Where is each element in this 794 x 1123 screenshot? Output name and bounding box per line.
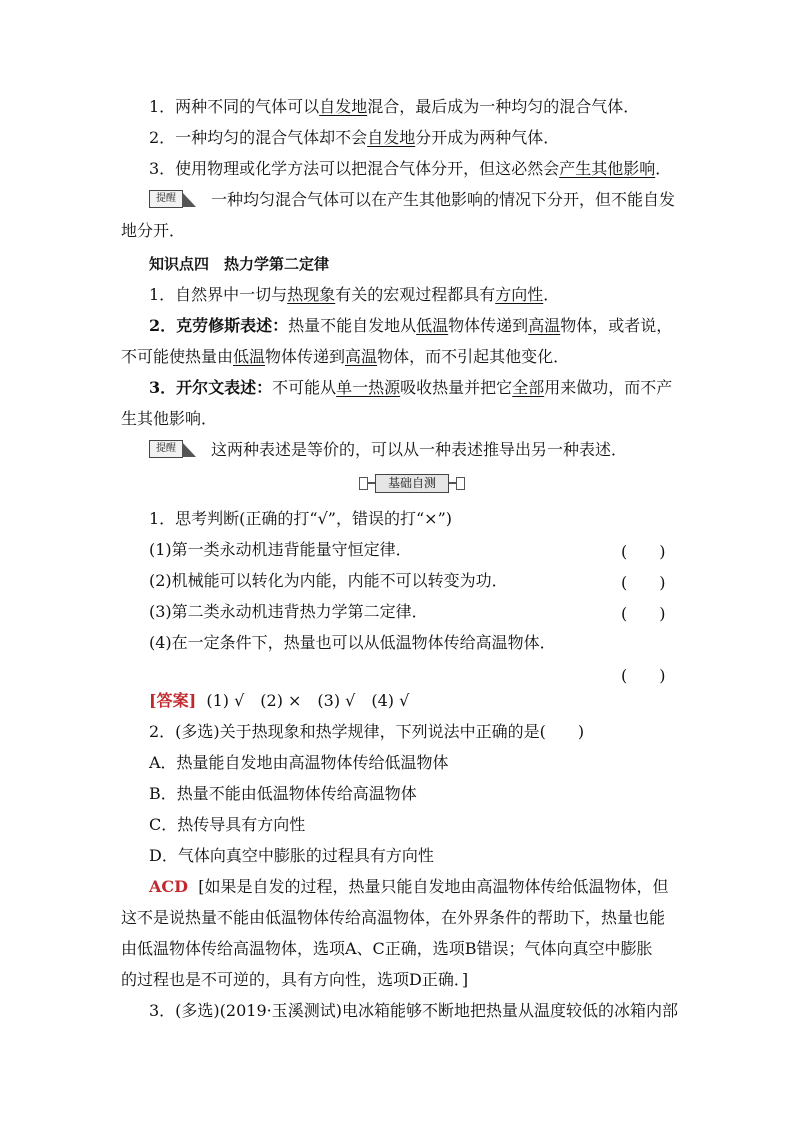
mixing-point-2: 2．一种均匀的混合气体却不会自发地分开成为两种气体． xyxy=(149,128,560,147)
judgment-item-2: (2)机械能可以转化为内能，内能不可以转变为功． xyxy=(149,571,508,590)
clausius-statement: 2．克劳修斯表述：热量不能自发地从低温物体传递到高温物体，或者说， xyxy=(149,316,673,335)
tip-note-1: 提醒 一种均匀混合气体可以在产生其他影响的情况下分开，但不能自发 xyxy=(149,189,676,211)
question-3-stem: 3．(多选)(2019·玉溪测试)电冰箱能够不断地把热量从温度较低的冰箱内部 xyxy=(149,1001,678,1020)
explanation-line-4: 的过程也是不可逆的，具有方向性，选项D正确．] xyxy=(121,970,469,989)
answer-key: ACD xyxy=(149,877,189,896)
judgment-item-1: (1)第一类永动机违背能量守恒定律． xyxy=(149,540,412,559)
section-heading: 知识点四 热力学第二定律 xyxy=(149,255,330,273)
option-a: A．热量能自发地由高温物体传给低温物体 xyxy=(149,753,449,772)
judgment-item-3: (3)第二类永动机违背热力学第二定律． xyxy=(149,602,428,621)
tip-note-1-cont: 地分开． xyxy=(121,221,186,240)
explanation-line-3: 由低温物体传给高温物体，选项A、C正确，选项B错误；气体向真空中膨胀 xyxy=(121,939,653,958)
explanation-line-2: 这不是说热量不能由低温物体传给高温物体，在外界条件的帮助下，热量也能 xyxy=(121,908,666,927)
answer-blank: ( ) xyxy=(621,542,666,561)
clausius-statement-cont: 不可能使热量由低温物体传递到高温物体，而不引起其他变化． xyxy=(121,347,570,366)
answer-tag: [答案] xyxy=(149,691,197,710)
answer-blank: ( ) xyxy=(621,573,666,592)
section-label-badge: 基础自测 xyxy=(359,475,465,491)
question-2-stem: 2．(多选)关于热现象和热学规律，下列说法中正确的是( ) xyxy=(149,722,585,741)
option-d: D．气体向真空中膨胀的过程具有方向性 xyxy=(149,846,434,865)
kelvin-statement: 3．开尔文表述：不可能从单一热源吸收热量并把它全部用来做功，而不产 xyxy=(149,378,673,397)
kelvin-statement-cont: 生其他影响． xyxy=(121,409,218,428)
tip-icon: 提醒 xyxy=(149,190,197,208)
mixing-point-1: 1．两种不同的气体可以自发地混合，最后成为一种均匀的混合气体． xyxy=(149,97,640,116)
tip-note-2: 提醒 这两种表述是等价的，可以从一种表述推导出另一种表述． xyxy=(149,439,676,461)
explanation-line-1: ACD [如果是自发的过程，热量只能自发地由高温物体传给低温物体，但 xyxy=(149,877,669,896)
law-point-1: 1．自然界中一切与热现象有关的宏观过程都具有方向性． xyxy=(149,285,560,304)
option-c: C．热传导具有方向性 xyxy=(149,815,306,834)
answer-blank: ( ) xyxy=(621,666,666,685)
answer-line: [答案] (1) √ (2) × (3) √ (4) √ xyxy=(149,691,410,710)
option-b: B．热量不能由低温物体传给高温物体 xyxy=(149,784,417,803)
tip-icon: 提醒 xyxy=(149,440,197,458)
judgment-item-4: (4)在一定条件下，热量也可以从低温物体传给高温物体． xyxy=(149,633,556,652)
answer-blank: ( ) xyxy=(621,604,666,623)
question-1-stem: 1．思考判断(正确的打“√”，错误的打“×”) xyxy=(149,509,452,528)
mixing-point-3: 3．使用物理或化学方法可以把混合气体分开，但这必然会产生其他影响． xyxy=(149,159,672,178)
